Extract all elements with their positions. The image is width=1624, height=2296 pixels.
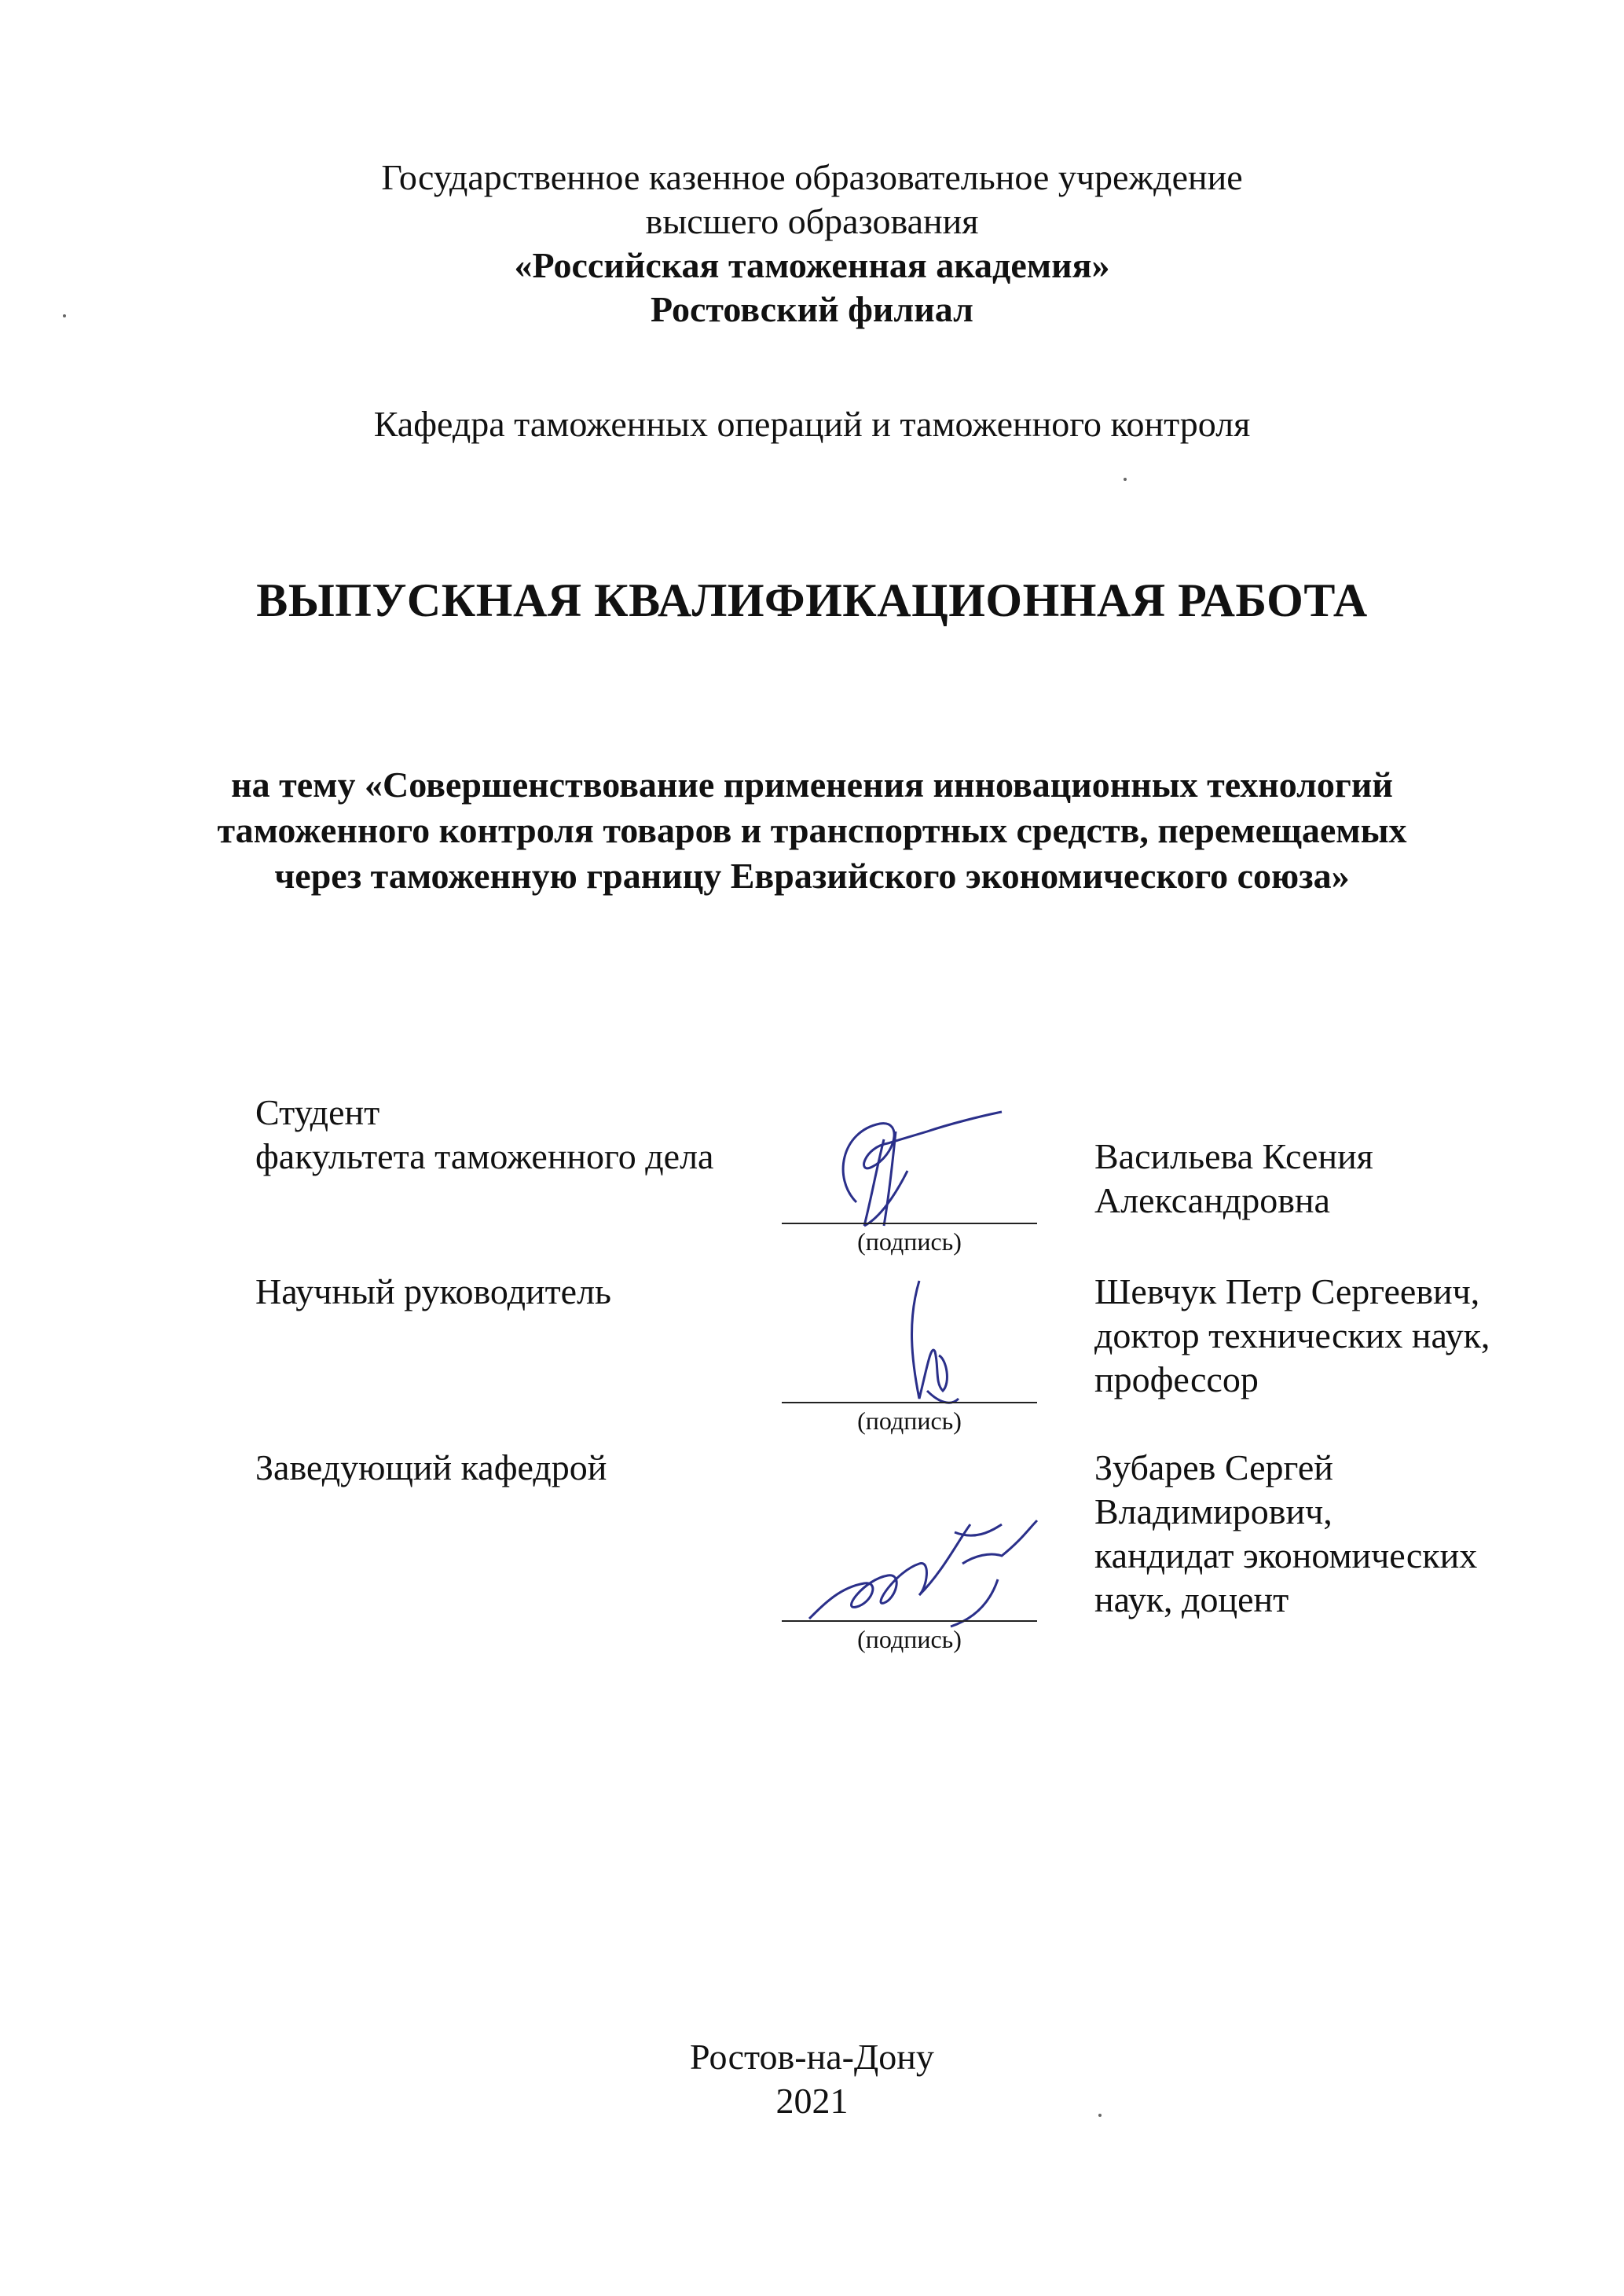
signature-caption: (подпись): [857, 1227, 962, 1256]
role-line: факультета таможенного дела: [255, 1136, 714, 1176]
signature-caption: (подпись): [857, 1625, 962, 1653]
academy-name: «Российская таможенная академия»: [514, 245, 1110, 285]
name-line: Александровна: [1094, 1180, 1330, 1220]
scan-speck: [63, 314, 66, 317]
city-and-year: [0, 2035, 1624, 2123]
institution-line-2: высшего образования: [645, 201, 979, 241]
branch-name: Ростовский филиал: [651, 289, 973, 329]
year: 2021: [775, 2081, 849, 2121]
name-line: Зубарев Сергей: [1094, 1447, 1333, 1487]
institution-header: [0, 156, 1624, 332]
supervisor-name: [1094, 1270, 1490, 1402]
scan-speck: [1098, 2114, 1102, 2117]
name-line: Васильева Ксения: [1094, 1136, 1373, 1176]
role-line: Заведующий кафедрой: [255, 1447, 607, 1487]
name-line: кандидат экономических: [1094, 1535, 1478, 1575]
role-line: Научный руководитель: [255, 1271, 612, 1311]
signature-caption: (подпись): [857, 1407, 962, 1435]
supervisor-signature: [896, 1273, 966, 1414]
thesis-topic: [0, 762, 1624, 899]
signature-line: [782, 1402, 1037, 1403]
name-line: наук, доцент: [1094, 1579, 1289, 1619]
institution-line-1: Государственное казенное образовательное учреждение: [381, 157, 1243, 197]
student-signature: [809, 1100, 1014, 1242]
supervisor-role: [255, 1270, 611, 1314]
name-line: Шевчук Петр Сергеевич,: [1094, 1271, 1480, 1311]
city: Ростов-на-Дону: [690, 2037, 934, 2077]
student-name: [1094, 1135, 1373, 1223]
name-line: доктор технических наук,: [1094, 1315, 1490, 1355]
student-role: [255, 1091, 713, 1179]
scan-speck: [1124, 478, 1127, 481]
signature-line: [782, 1223, 1037, 1224]
name-line: Владимирович,: [1094, 1491, 1333, 1531]
head-of-department-role: [255, 1446, 607, 1490]
name-line: профессор: [1094, 1359, 1259, 1399]
role-line: Студент: [255, 1092, 380, 1132]
document-type-title: ВЫПУСКНАЯ КВАЛИФИКАЦИОННАЯ РАБОТА: [256, 574, 1368, 626]
topic-line-1: на тему «Совершенствование применения инновационных технологий: [231, 765, 1393, 805]
head-of-department-name: [1094, 1446, 1477, 1622]
signature-line: [782, 1620, 1037, 1622]
topic-line-3: через таможенную границу Евразийского экономического союза»: [274, 856, 1350, 896]
topic-line-2: таможенного контроля товаров и транспортных средств, перемещаемых: [217, 810, 1407, 850]
department-name: Кафедра таможенных операций и таможенного контроля: [373, 404, 1251, 444]
